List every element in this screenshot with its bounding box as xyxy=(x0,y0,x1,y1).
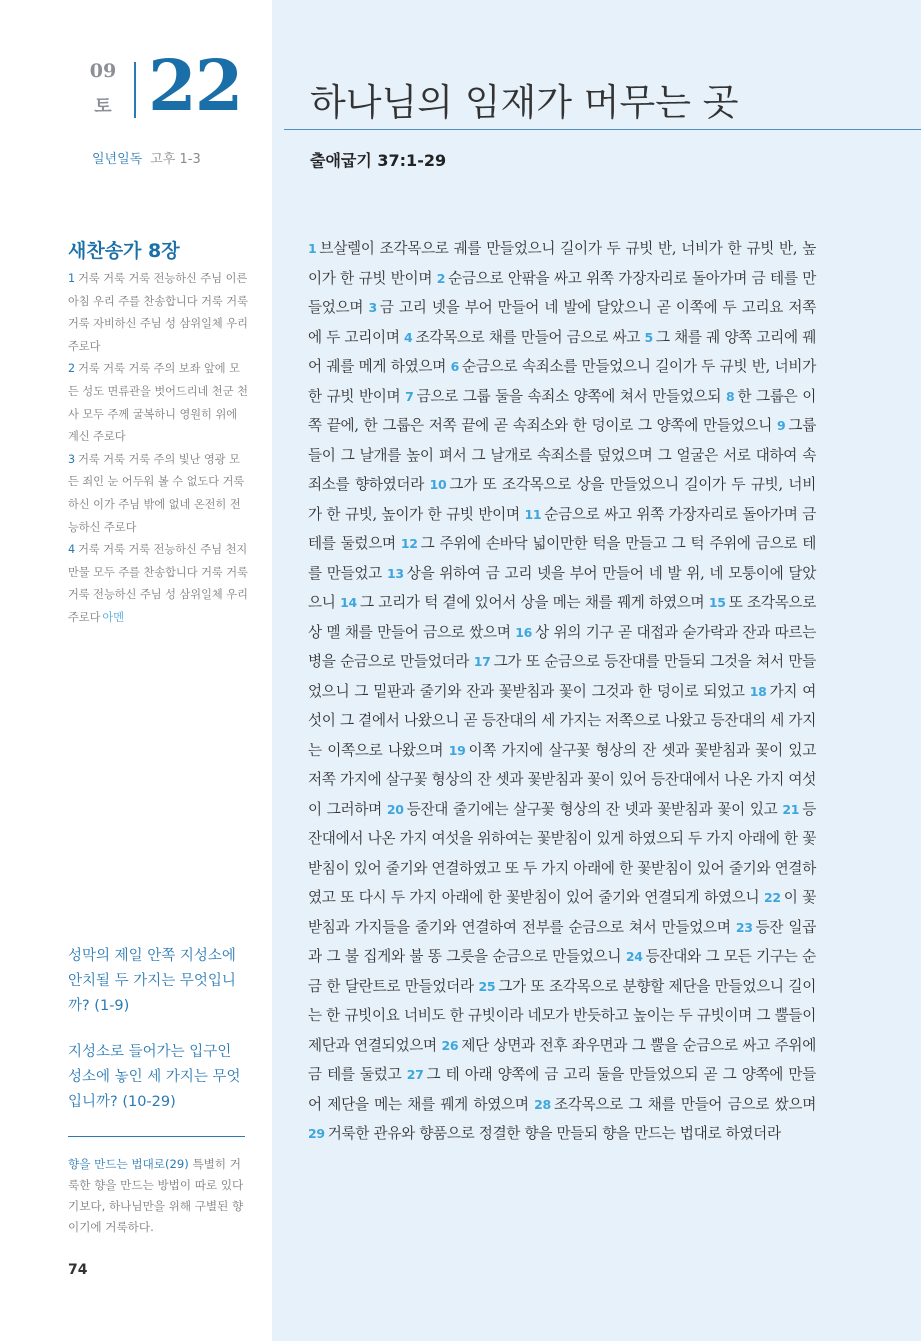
verse-number: 29 xyxy=(308,1126,325,1141)
verse-number: 4 xyxy=(404,329,413,345)
hymn-lyrics xyxy=(68,268,248,630)
verse-text: 금 고리 넷을 부어 만들어 네 발에 달았으니 곧 이쪽에 두 고리요 저쪽에 두 고리이며 xyxy=(308,299,816,346)
scripture-reference: 출애굽기 37:1-29 xyxy=(310,151,447,170)
verse-text: 브살렐이 조각목으로 궤를 만들었으니 길이가 두 규빗 반, 너비가 한 규빗 반, 높이가 한 규빗 반이며 xyxy=(308,240,816,287)
verse-text: 조각목으로 그 채를 만들어 금으로 쌌으며 xyxy=(553,1095,816,1113)
title-underline xyxy=(284,129,921,130)
reflection-question-1: 성막의 제일 안쪽 지성소에 안치될 두 가지는 무엇입니까? (1-9) xyxy=(68,948,236,1014)
hymn-verse-number: 4 xyxy=(68,543,76,557)
side-note-text: 특별히 거룩한 향을 만드는 방법이 따로 있다기보다, 하나님만을 위해 구별된 향이기에 거룩하다. xyxy=(68,1157,244,1234)
verse-text: 이쪽 가지에 살구꽃 형상의 잔 셋과 꽃받침과 꽃이 있고 저쪽 가지에 살구꽃 형상의 잔 셋과 꽃받침과 꽃이 있어 등잔대에서 나온 가지 여섯이 그러하며 xyxy=(308,741,817,818)
scripture-verse xyxy=(387,801,778,818)
date-month: 09 xyxy=(89,60,117,82)
verse-number: 26 xyxy=(441,1037,459,1053)
hymn-verse-text: 거룩 거룩 거룩 주의 빛난 영광 모든 죄인 눈 어두워 볼 수 없도다 거룩하신 이가 주님 밖에 없네 온전히 전능하신 주로다 xyxy=(68,452,245,534)
verse-number: 14 xyxy=(340,595,357,610)
hymn-verse-number: 2 xyxy=(68,362,76,376)
verse-number: 28 xyxy=(534,1096,551,1112)
verse-number: 24 xyxy=(625,949,643,964)
verse-number: 1 xyxy=(308,241,317,256)
hymn-title: 새찬송가 8장 xyxy=(68,240,180,262)
date-divider xyxy=(134,62,136,118)
hymn-verse-number: 1 xyxy=(68,272,76,285)
hymn-verse-text: 거룩 거룩 거룩 주의 보좌 앞에 모든 성도 면류관을 벗어드리네 천군 천사 모두 주께 굴복하니 영원히 위에 계신 주로다 xyxy=(68,362,248,444)
verse-number: 21 xyxy=(782,801,800,817)
verse-text: 이 꽃받침과 가지들을 줄기와 연결하여 전부를 순금으로 쳐서 만들었으며 xyxy=(308,889,816,936)
verse-text: 상을 위하여 금 고리 넷을 부어 만들어 네 발 위, 네 모퉁이에 달았으니 xyxy=(308,564,816,611)
reading-plan-reference: 고후 1-3 xyxy=(150,152,201,167)
verse-text: 순금으로 속죄소를 만들었으니 길이가 두 규빗 반, 너비가 한 규빗 반이며 xyxy=(308,358,817,405)
verse-number: 2 xyxy=(436,270,446,286)
page-number: 74 xyxy=(68,1262,88,1278)
verse-number: 3 xyxy=(368,300,377,315)
verse-number: 20 xyxy=(386,801,404,817)
verse-number: 15 xyxy=(708,595,726,610)
verse-text: 가지 여섯이 그 곁에서 나왔으니 곧 등잔대의 세 가지는 저쪽으로 나왔고 등잔대의 세 가지는 이쪽으로 나왔으며 xyxy=(308,682,816,759)
reading-plan-label: 일년일독 xyxy=(92,152,143,167)
verse-number: 8 xyxy=(726,388,735,404)
verse-number: 27 xyxy=(406,1067,424,1082)
verse-text: 또 조각목으로 상 멜 채를 만들어 금으로 쌌으며 xyxy=(308,594,817,641)
scripture-verse xyxy=(405,388,721,405)
verse-text: 금으로 그룹 둘을 속죄소 양쪽에 쳐서 만들었으되 xyxy=(416,387,722,405)
scripture-verse xyxy=(308,1125,781,1142)
verse-number: 23 xyxy=(735,919,753,935)
verse-number: 18 xyxy=(749,683,767,699)
hymn-verse xyxy=(68,268,248,358)
verse-text: 등잔대 줄기에는 살구꽃 형상의 잔 넷과 꽃받침과 꽃이 있고 xyxy=(406,800,778,818)
scripture-verse xyxy=(404,329,640,346)
verse-text: 그 주위에 손바닥 넓이만한 턱을 만들고 그 턱 주위에 금으로 테를 만들었고 xyxy=(308,535,816,582)
verse-number: 9 xyxy=(776,418,786,433)
hymn-verse-number: 3 xyxy=(68,452,76,466)
verse-text: 그 테 아래 양쪽에 금 고리 둘을 만들었으되 곧 그 양쪽에 만들어 제단을 메는 채를 꿰게 하였으며 xyxy=(308,1066,817,1113)
side-note-divider xyxy=(68,1136,245,1137)
side-note xyxy=(68,1154,248,1238)
verse-number: 10 xyxy=(429,477,447,492)
verse-text: 순금으로 안팎을 싸고 위쪽 가장자리로 돌아가며 금 테를 만들었으며 xyxy=(308,269,817,316)
scripture-verse xyxy=(340,594,704,611)
verse-text: 그 채를 궤 양쪽 고리에 꿰어 궤를 메게 하였으며 xyxy=(308,328,816,375)
reflection-question-2: 지성소로 들어가는 입구인 성소에 놓인 세 가지는 무엇입니까? (10-29) xyxy=(68,1044,241,1110)
verse-number: 22 xyxy=(763,890,781,905)
verse-text: 그가 또 조각목으로 상을 만들었으니 길이가 두 규빗, 너비가 한 규빗, 높이가 한 규빗 반이며 xyxy=(308,476,816,523)
verse-text: 등잔 일곱과 그 불 집게와 불 똥 그릇을 순금으로 만들었으니 xyxy=(308,918,817,965)
verse-text: 한 그룹은 이쪽 끝에, 한 그룹은 저쪽 끝에 곧 속죄소와 한 덩이로 그 양쪽에 만들었으니 xyxy=(308,387,816,434)
verse-number: 11 xyxy=(524,506,542,522)
verse-text: 순금으로 싸고 위쪽 가장자리로 돌아가며 금 테를 둘렀으며 xyxy=(308,505,817,552)
verse-text: 등잔대에서 나온 가지 여섯을 위하여는 꽃받침이 있게 하였으되 두 가지 아래에 한 꽃받침이 있어 줄기와 연결하였고 또 두 가지 아래에 한 꽃받침이 있어 줄기와 연결하였고 또 다시 두 가지 아래에 한 꽃받침이 있어 줄기와 연결되게 하였으니 xyxy=(308,800,817,906)
verse-number: 6 xyxy=(450,359,460,374)
hymn-verse xyxy=(68,539,248,629)
verse-number: 25 xyxy=(478,978,496,994)
verse-text: 그룹들이 그 날개를 높이 펴서 그 날개로 속죄소를 덮었으며 그 얼굴은 서로 대하여 속죄소를 향하였더라 xyxy=(308,417,816,493)
date-day: 22 xyxy=(148,44,242,127)
hymn-verse-text: 거룩 거룩 거룩 전능하신 주님 이른 아침 우리 주를 찬송합니다 거룩 거룩 거룩 자비하신 주님 성 삼위일체 우리 주로다 xyxy=(68,272,248,353)
scripture-verse xyxy=(534,1096,816,1113)
hymn-verse xyxy=(68,358,248,448)
hymn-amen: 아멘 xyxy=(102,610,125,624)
verse-number: 17 xyxy=(473,654,491,669)
date-weekday: 토 xyxy=(94,96,112,117)
verse-text: 그가 또 순금으로 등잔대를 만들되 그것을 쳐서 만들었으니 그 밑판과 줄기와 잔과 꽃받침과 꽃이 그것과 한 덩이로 되었고 xyxy=(308,653,816,700)
verse-text: 제단 상면과 전후 좌우면과 그 뿔을 순금으로 싸고 주위에 금 테를 둘렀고 xyxy=(308,1036,816,1083)
verse-number: 5 xyxy=(644,329,653,345)
verse-text: 그 고리가 턱 곁에 있어서 상을 메는 채를 꿰게 하였으며 xyxy=(359,594,705,611)
verse-text: 등잔대와 그 모든 기구는 순금 한 달란트로 만들었더라 xyxy=(308,948,816,995)
reading-plan xyxy=(92,148,201,167)
verse-number: 16 xyxy=(515,624,533,640)
verse-number: 12 xyxy=(400,536,418,551)
scripture-passage xyxy=(308,234,816,1149)
verse-text: 거룩한 관유와 향품으로 정결한 향을 만들되 향을 만드는 법대로 하였더라 xyxy=(327,1125,781,1142)
verse-text: 그가 또 조각목으로 분향할 제단을 만들었으니 길이는 한 규빗이요 너비도 한 규빗이라 네모가 반듯하고 높이는 두 규빗이며 그 뿔들이 제단과 연결되었으며 xyxy=(308,977,816,1054)
page-title: 하나님의 임재가 머무는 곳 xyxy=(310,81,739,124)
hymn-verse-text: 거룩 거룩 거룩 전능하신 주님 천지 만물 모두 주를 찬송합니다 거룩 거룩 거룩 전능하신 주님 성 삼위일체 우리 주로다 xyxy=(68,543,248,624)
verse-text: 조각목으로 채를 만들어 금으로 싸고 xyxy=(415,328,641,346)
side-note-keyword: 향을 만드는 법대로(29) xyxy=(68,1157,189,1171)
verse-number: 7 xyxy=(405,388,414,404)
verse-number: 19 xyxy=(448,742,466,758)
verse-number: 13 xyxy=(386,565,404,581)
hymn-verse xyxy=(68,449,248,539)
verse-text: 상 위의 기구 곧 대접과 숟가락과 잔과 따르는 병을 순금으로 만들었더라 xyxy=(308,623,816,670)
